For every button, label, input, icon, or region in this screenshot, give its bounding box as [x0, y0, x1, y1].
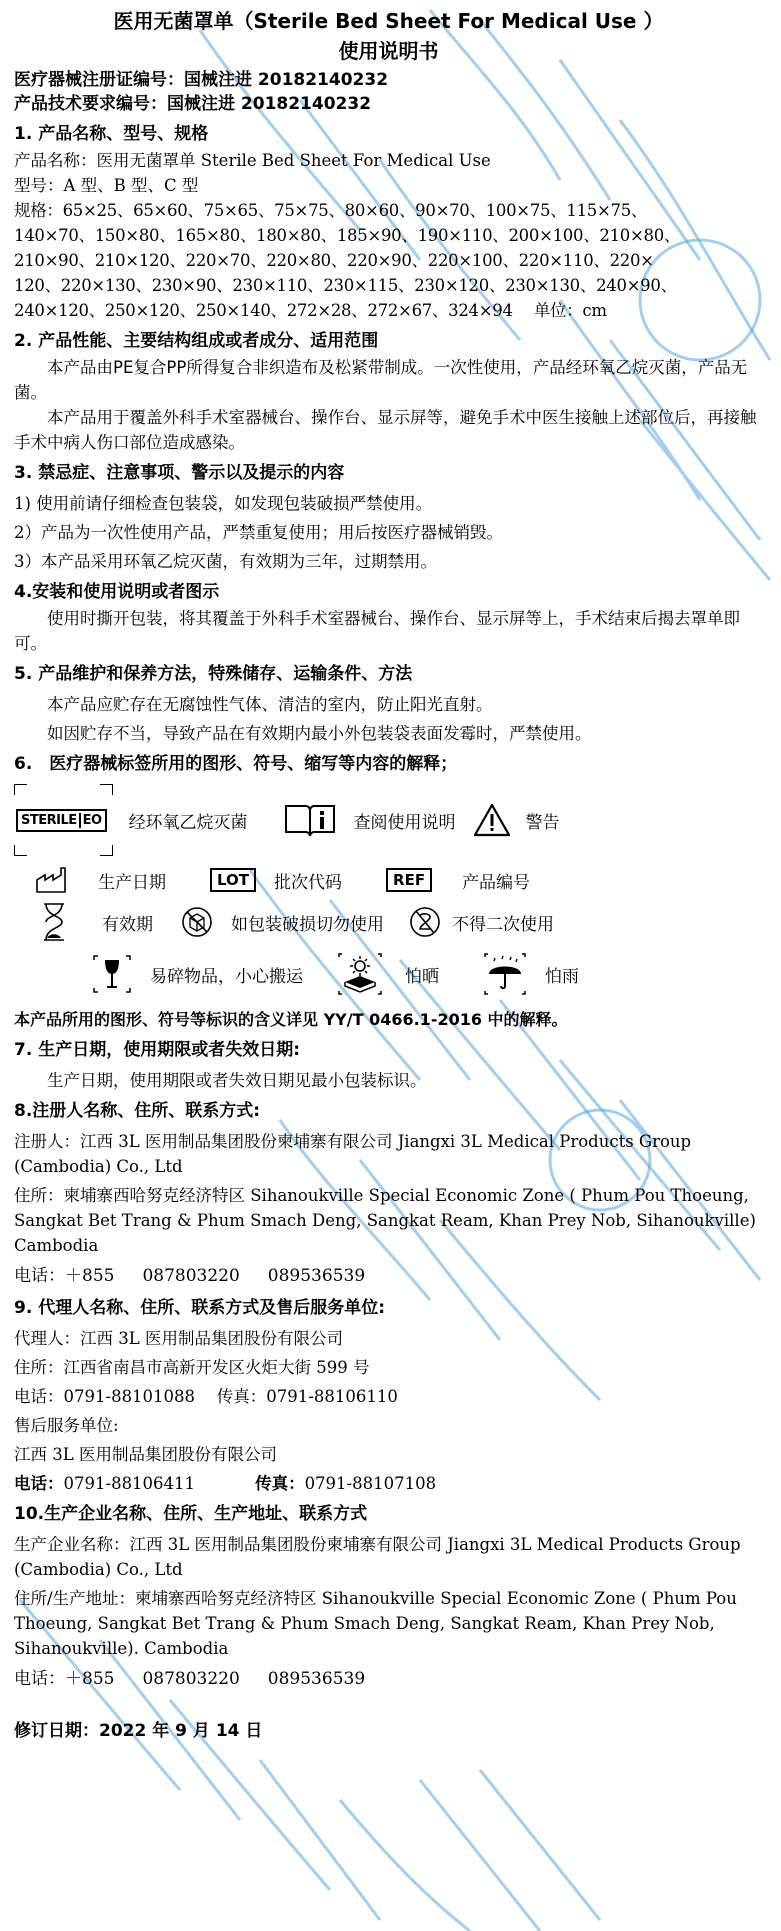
usage-paragraph: 使用时撕开包装，将其覆盖于外科手术室器械台、操作台、显示屏等上，手术结束后揭去罩单即可。 — [14, 609, 740, 653]
phone-label: 电话：＋855 — [14, 1669, 115, 1689]
registration-number: 医疗器械注册证编号：国械注进 20182140232 — [14, 70, 389, 90]
section-2-heading: 2. 产品性能、主要结构组成或者成分、适用范围 — [14, 331, 379, 351]
registrant: 注册人：江西 3L 医用制品集团股份柬埔寨有限公司 Jiangxi 3L Medical Products Group (Cambodia) Co., Ltd — [14, 1132, 692, 1176]
service-contact — [14, 1471, 763, 1496]
sterile-eo-label: 经环氧乙烷灭菌 — [128, 812, 248, 833]
agent-phone-fax: 电话：0791-88101088 传真：0791-88106110 — [14, 1387, 398, 1406]
service-phone-label: 电话： — [14, 1474, 64, 1493]
spec-line: 240×120、250×120、250×140、272×28、272×67、324×94 单位：cm — [14, 301, 607, 320]
section-8-heading: 8.注册人名称、住所、联系方式: — [14, 1101, 261, 1121]
phone-number: 089536539 — [267, 1669, 366, 1689]
symbol-row-4 — [14, 952, 763, 996]
lot-symbol: LOT — [210, 868, 256, 892]
performance-paragraph: 本产品由PE复合PP所得复合非织造布及松紧带制成。一次性使用，产品经环氧乙烷灭菌，产品无菌。 — [14, 358, 748, 402]
service-phone: 0791-88106411 — [63, 1474, 196, 1493]
manufacturer-name: 生产企业名称：江西 3L 医用制品集团股份柬埔寨有限公司 Jiangxi 3L Medical Products Group (Cambodia) Co., Ltd — [14, 1535, 741, 1579]
title-line-1: 医用无菌罩单（Sterile Bed Sheet For Medical Use ） — [113, 9, 664, 33]
symbol-row-2 — [14, 864, 763, 896]
phone-label: 电话：＋855 — [14, 1266, 115, 1286]
single-use-label: 不得二次使用 — [452, 914, 554, 935]
warning-icon — [472, 802, 512, 838]
symbol-row-3 — [14, 902, 763, 942]
section-5-heading: 5. 产品维护和保养方法，特殊储存、运输条件、方法 — [14, 664, 413, 684]
precaution-item: 1) 使用前请仔细检查包装袋，如发现包装破损严禁使用。 — [14, 494, 433, 513]
tech-requirement-number: 产品技术要求编号：国械注进 20182140232 — [14, 94, 372, 114]
sterile-eo-symbol — [16, 809, 107, 832]
registrant-address: 住所：柬埔寨西哈努克经济特区 Sihanoukville Special Economic Zone ( Phum Pou Thoeung, Sangkat Bet Trang & Phum Smach Deng, Sangkat Ream, Khan Prey Nob, Sihanoukville) Cambodia — [14, 1186, 756, 1255]
ifu-label: 查阅使用说明 — [353, 812, 456, 833]
document-title — [14, 6, 763, 66]
spec-line: 规格：65×25、65×60、75×65、75×75、80×60、90×70、100×75、115×75、 — [14, 201, 648, 220]
keep-dry-umbrella-icon — [483, 952, 527, 996]
section-10-heading: 10.生产企业名称、住所、生产地址、联系方式 — [14, 1504, 368, 1524]
symbol-row-1 — [14, 784, 763, 856]
spec-line: 140×70、150×80、165×80、180×80、185×90、190×110、200×100、210×80、 — [14, 226, 681, 245]
revision-date: 修订日期：2022 年 9 月 14 日 — [14, 1721, 263, 1741]
ref-label: 产品编号 — [462, 872, 531, 893]
registrant-phone — [14, 1262, 763, 1290]
phone-number: 087803220 — [142, 1266, 240, 1286]
section-3-heading: 3. 禁忌症、注意事项、警示以及提示的内容 — [14, 463, 345, 483]
precaution-item: 2）产品为一次性使用产品，严禁重复使用；用后按医疗器械销毁。 — [14, 523, 503, 542]
single-use-icon — [408, 905, 442, 939]
dates-paragraph: 生产日期，使用期限或者失效日期见最小包装标识。 — [47, 1071, 427, 1090]
spec-line: 210×90、210×120、220×70、220×80、220×90、220×100、220×110、220× — [14, 251, 654, 270]
symbol-standard-note: 本产品所用的图形、符号等标识的含义详见 YY/T 0466.1-2016 中的解释。 — [14, 1010, 568, 1029]
service-fax: 0791-88107108 — [304, 1474, 437, 1493]
scope-paragraph: 本产品用于覆盖外科手术室器械台、操作台、显示屏等，避免手术中医生接触上述部位后，再接触手术中病人伤口部位造成感染。 — [14, 408, 757, 452]
fragile-icon — [92, 954, 132, 994]
sunlight-label: 怕晒 — [405, 966, 439, 987]
phone-number: 087803220 — [142, 1669, 240, 1689]
section-6-heading: 6. 医疗器械标签所用的图形、符号、缩写等内容的解释； — [14, 754, 458, 774]
lot-label: 批次代码 — [274, 872, 343, 893]
section-4-heading: 4.安装和使用说明或者图示 — [14, 582, 220, 602]
fragile-label: 易碎物品，小心搬运 — [150, 966, 303, 987]
service-unit-name: 江西 3L 医用制品集团股份有限公司 — [14, 1445, 277, 1464]
factory-date-icon — [34, 864, 72, 896]
manufacture-date-label: 生产日期 — [98, 872, 166, 893]
phone-number: 089536539 — [267, 1266, 366, 1286]
sterile-badge-text: STERILE — [21, 812, 77, 828]
agent-name: 代理人：江西 3L 医用制品集团股份有限公司 — [14, 1329, 343, 1348]
storage-paragraph-2: 如因贮存不当，导致产品在有效期内最小外包装袋表面发霉时，严禁使用。 — [47, 724, 592, 743]
storage-paragraph-1: 本产品应贮存在无腐蚀性气体、清洁的室内，防止阳光直射。 — [47, 695, 493, 714]
section-1-heading: 1. 产品名称、型号、规格 — [14, 124, 209, 144]
section-9-heading: 9. 代理人名称、住所、联系方式及售后服务单位: — [14, 1298, 386, 1318]
warning-label: 警告 — [525, 812, 560, 833]
ref-symbol: REF — [386, 868, 432, 892]
manufacturer-address: 住所/生产地址：柬埔寨西哈努克经济特区 Sihanoukville Special Economic Zone ( Phum Pou Thoeung, Sangkat Bet Trang & Phum Smach Deng, Sangkat Ream, Khan Prey Nob, Sihanoukville). Cambodia — [14, 1589, 737, 1658]
product-model: 型号：A 型、B 型、C 型 — [14, 176, 199, 195]
service-fax-label: 传真： — [255, 1474, 305, 1493]
rain-label: 怕雨 — [545, 966, 579, 987]
eo-badge-text: EO — [79, 813, 102, 828]
manufacturer-phone — [14, 1665, 763, 1693]
damaged-label: 如包装破损切勿使用 — [231, 914, 384, 935]
expiry-label: 有效期 — [102, 914, 153, 935]
section-7-heading: 7. 生产日期，使用期限或者失效日期: — [14, 1040, 301, 1060]
spec-line: 120、220×130、230×90、230×110、230×115、230×120、230×130、240×90、 — [14, 276, 677, 295]
title-line-2: 使用说明书 — [338, 39, 439, 63]
hourglass-icon — [40, 902, 68, 942]
precaution-item: 3）本产品采用环氧乙烷灭菌，有效期为三年，过期禁用。 — [14, 552, 437, 571]
book-info-icon — [282, 800, 338, 840]
service-unit-label: 售后服务单位: — [14, 1416, 119, 1435]
agent-address: 住所：江西省南昌市高新开发区火炬大街 599 号 — [14, 1358, 370, 1377]
damaged-package-icon — [181, 906, 213, 938]
product-specs — [14, 198, 763, 323]
product-name: 产品名称：医用无菌罩单 Sterile Bed Sheet For Medical Use — [14, 151, 491, 170]
keep-away-sunlight-icon — [337, 952, 383, 996]
